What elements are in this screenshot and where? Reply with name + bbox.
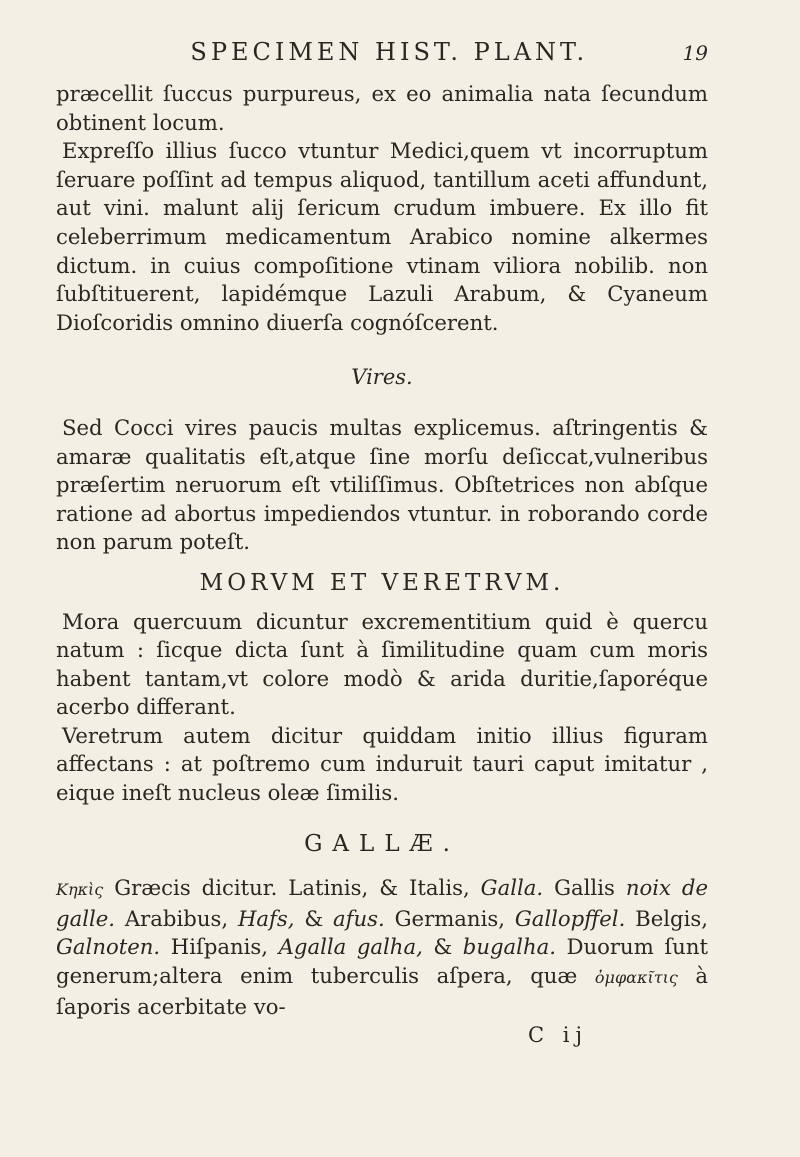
heading-morum-veretrum: MORVM ET VERETRVM.	[199, 569, 565, 596]
running-header	[56, 38, 708, 80]
signature-mark: C ij	[528, 1023, 588, 1048]
paragraph-expresso: Expreſſo illius ſucco vtuntur Medici,quem vt incorruptum ſeruare poſſint ad tempus aliquod, tantillum aceti affundunt, aut vini. malunt alij ſericum crudum imbuere. Ex illo fit celeberrimum medicamentum Arabico nomine alkermes dictum. in cuius compoſitione vtinam viliora nobilib. non ſubſtituerent, lapidémque Lazuli Arabum, & Cyaneum Dioſcoridis omnino diuerſa cognóſcerent.	[56, 138, 708, 335]
paragraph-mora: Mora quercuum dicuntur excrementitium quid è quercu natum : ſicque dicta ſunt à ſimilitudine quam cum moris habent tantam,vt colore modò & arida duritie,ſaporéque acerbo differant.	[56, 608, 708, 720]
greek-word-omphakitis: ὀμφακῖτις	[594, 968, 678, 988]
paragraph-vires: Sed Cocci vires paucis multas explicemus. aſtringentis & amaræ qualitatis eſt,atque ſine morſu deſiccat,vulneribus præſertim neruorum eſt vtiliſſimus. Obſtetrices non abſque ratione ad abortus impediendos vtuntur. in roborando corde non parum poteſt.	[56, 414, 708, 555]
heading-gallae: GALLÆ.	[304, 830, 460, 857]
page-body	[56, 80, 708, 1050]
paragraph-gallae: Κηκὶς Græcis dicitur. Latinis, & Italis, Galla. Gallis noix de galle. Arabibus, Hafs, & afus. Germanis, Gallopffel. Belgis, Galnoten. Hiſpanis, Agalla galha, & bugalha. Duorum ſunt generum;altera enim tuberculis aſpera, quæ ὀμφακῖτις à ſaporis acerbitate vo-	[56, 875, 708, 1019]
heading-vires: Vires.	[351, 365, 413, 390]
greek-word-kekis: Κηκὶς	[56, 880, 104, 900]
paragraph-veretrum: Veretrum autem dicitur quiddam initio illius figuram affectans : at poſtremo cum induruit tauri caput imitatur , eique ineſt nucleus oleæ ſimilis.	[56, 722, 708, 806]
paragraph-continuation: præcellit ſuccus purpureus, ex eo animalia nata ſecundum obtinent locum.	[56, 81, 708, 135]
running-title: SPECIMEN HIST. PLANT.	[190, 38, 589, 66]
page-number: 19	[682, 41, 708, 65]
